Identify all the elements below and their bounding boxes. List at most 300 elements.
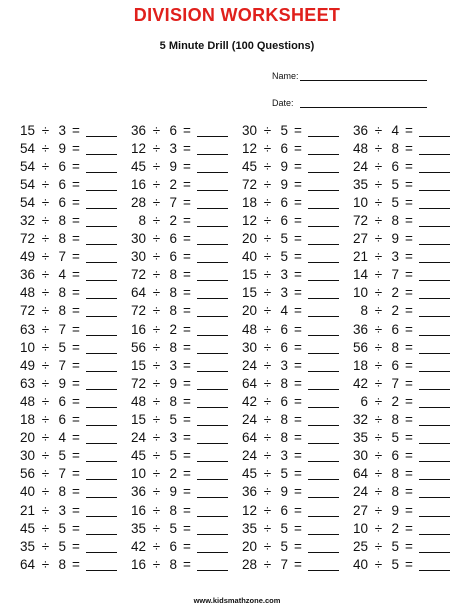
division-sign: ÷: [152, 231, 161, 247]
divisor: 9: [391, 231, 399, 247]
division-problem: [129, 322, 240, 337]
division-sign: ÷: [263, 176, 272, 192]
division-sign: ÷: [374, 357, 383, 373]
divisor: 5: [58, 448, 66, 464]
answer-blank[interactable]: [197, 124, 228, 137]
division-sign: ÷: [374, 339, 383, 355]
answer-blank[interactable]: [419, 485, 450, 498]
division-problem: [351, 484, 462, 499]
division-problem: [129, 412, 240, 427]
answer-blank[interactable]: [197, 431, 228, 444]
division-problem: [129, 503, 240, 518]
dividend: 24: [241, 412, 257, 428]
division-sign: ÷: [374, 502, 383, 518]
divisor: 3: [169, 357, 177, 373]
answer-blank[interactable]: [308, 214, 339, 227]
answer-blank[interactable]: [419, 522, 450, 535]
divisor: 6: [58, 194, 66, 210]
divisor: 8: [391, 484, 399, 500]
answer-blank[interactable]: [86, 304, 117, 317]
answer-blank[interactable]: [86, 413, 117, 426]
divisor: 5: [169, 520, 177, 536]
answer-blank[interactable]: [308, 323, 339, 336]
equals-sign: =: [72, 430, 80, 446]
answer-blank[interactable]: [308, 359, 339, 372]
answer-blank[interactable]: [197, 467, 228, 480]
problem-row: [18, 447, 463, 465]
divisor: 4: [391, 122, 399, 138]
answer-blank[interactable]: [308, 413, 339, 426]
division-problem: [351, 177, 462, 192]
answer-blank[interactable]: [308, 142, 339, 155]
answer-blank[interactable]: [308, 467, 339, 480]
divisor: 3: [280, 285, 288, 301]
answer-blank[interactable]: [308, 250, 339, 263]
division-sign: ÷: [374, 285, 383, 301]
answer-blank[interactable]: [308, 558, 339, 571]
dividend: 35: [352, 430, 368, 446]
answer-blank[interactable]: [197, 214, 228, 227]
answer-blank[interactable]: [419, 413, 450, 426]
answer-blank[interactable]: [419, 124, 450, 137]
division-sign: ÷: [152, 213, 161, 229]
division-problem: [18, 340, 129, 355]
answer-blank[interactable]: [197, 323, 228, 336]
divisor: 4: [58, 430, 66, 446]
answer-blank[interactable]: [419, 359, 450, 372]
answer-blank[interactable]: [308, 124, 339, 137]
divisor: 8: [58, 213, 66, 229]
answer-blank[interactable]: [197, 504, 228, 517]
answer-blank[interactable]: [197, 522, 228, 535]
dividend: 30: [352, 448, 368, 464]
equals-sign: =: [72, 213, 80, 229]
division-sign: ÷: [152, 520, 161, 536]
equals-sign: =: [294, 321, 302, 337]
answer-blank[interactable]: [197, 449, 228, 462]
equals-sign: =: [294, 448, 302, 464]
answer-blank[interactable]: [86, 142, 117, 155]
answer-blank[interactable]: [419, 160, 450, 173]
equals-sign: =: [405, 412, 413, 428]
equals-sign: =: [294, 538, 302, 554]
division-sign: ÷: [374, 448, 383, 464]
answer-blank[interactable]: [86, 377, 117, 390]
answer-blank[interactable]: [86, 250, 117, 263]
dividend: 49: [19, 357, 35, 373]
divisor: 2: [169, 321, 177, 337]
divisor: 9: [58, 140, 66, 156]
division-sign: ÷: [263, 538, 272, 554]
division-sign: ÷: [152, 285, 161, 301]
equals-sign: =: [405, 194, 413, 210]
equals-sign: =: [405, 213, 413, 229]
answer-blank[interactable]: [86, 268, 117, 281]
equals-sign: =: [183, 285, 191, 301]
divisor: 5: [58, 538, 66, 554]
equals-sign: =: [72, 194, 80, 210]
answer-blank[interactable]: [419, 449, 450, 462]
dividend: 48: [19, 393, 35, 409]
divisor: 9: [169, 375, 177, 391]
division-sign: ÷: [41, 213, 50, 229]
division-problem: [18, 159, 129, 174]
answer-blank[interactable]: [308, 232, 339, 245]
answer-blank[interactable]: [419, 196, 450, 209]
division-sign: ÷: [41, 448, 50, 464]
answer-blank[interactable]: [197, 160, 228, 173]
equals-sign: =: [72, 393, 80, 409]
answer-blank[interactable]: [308, 504, 339, 517]
dividend: 64: [19, 556, 35, 572]
divisor: 7: [58, 249, 66, 265]
name-label: Name:: [272, 71, 299, 81]
divisor: 5: [391, 194, 399, 210]
answer-blank[interactable]: [86, 178, 117, 191]
division-problem: [129, 177, 240, 192]
problem-row: [18, 356, 463, 374]
equals-sign: =: [183, 484, 191, 500]
answer-blank[interactable]: [86, 485, 117, 498]
division-sign: ÷: [374, 430, 383, 446]
divisor: 8: [280, 375, 288, 391]
answer-blank[interactable]: [419, 431, 450, 444]
divisor: 7: [58, 357, 66, 373]
problem-row: [18, 555, 463, 573]
division-problem: [240, 141, 351, 156]
equals-sign: =: [405, 375, 413, 391]
answer-blank[interactable]: [419, 558, 450, 571]
answer-blank[interactable]: [197, 268, 228, 281]
divisor: 8: [280, 412, 288, 428]
answer-blank[interactable]: [308, 341, 339, 354]
divisor: 8: [391, 412, 399, 428]
answer-blank[interactable]: [419, 504, 450, 517]
equals-sign: =: [183, 556, 191, 572]
division-problem: [240, 340, 351, 355]
divisor: 2: [391, 303, 399, 319]
answer-blank[interactable]: [197, 395, 228, 408]
equals-sign: =: [405, 285, 413, 301]
dividend: 49: [19, 249, 35, 265]
date-line[interactable]: [300, 97, 427, 108]
division-problem: [18, 141, 129, 156]
division-sign: ÷: [152, 303, 161, 319]
dividend: 45: [19, 520, 35, 536]
divisor: 6: [169, 538, 177, 554]
division-sign: ÷: [263, 520, 272, 536]
divisor: 5: [391, 430, 399, 446]
answer-blank[interactable]: [308, 395, 339, 408]
problem-row: [18, 230, 463, 248]
answer-blank[interactable]: [419, 304, 450, 317]
answer-blank[interactable]: [197, 359, 228, 372]
equals-sign: =: [294, 194, 302, 210]
answer-blank[interactable]: [308, 449, 339, 462]
problem-row: [18, 501, 463, 519]
equals-sign: =: [294, 556, 302, 572]
divisor: 5: [280, 249, 288, 265]
division-sign: ÷: [263, 357, 272, 373]
dividend: 15: [130, 357, 146, 373]
dividend: 18: [352, 357, 368, 373]
problem-row: [18, 429, 463, 447]
divisor: 6: [391, 321, 399, 337]
dividend: 21: [352, 249, 368, 265]
division-sign: ÷: [41, 321, 50, 337]
divisor: 8: [280, 430, 288, 446]
answer-blank[interactable]: [419, 214, 450, 227]
division-problem: [129, 448, 240, 463]
answer-blank[interactable]: [419, 341, 450, 354]
dividend: 30: [241, 339, 257, 355]
answer-blank[interactable]: [308, 522, 339, 535]
answer-blank[interactable]: [419, 268, 450, 281]
division-sign: ÷: [263, 448, 272, 464]
dividend: 16: [130, 176, 146, 192]
problem-row: [18, 320, 463, 338]
equals-sign: =: [405, 520, 413, 536]
division-sign: ÷: [152, 502, 161, 518]
equals-sign: =: [72, 321, 80, 337]
dividend: 36: [19, 267, 35, 283]
date-label: Date:: [272, 98, 294, 108]
dividend: 64: [241, 375, 257, 391]
dividend: 64: [130, 285, 146, 301]
equals-sign: =: [294, 520, 302, 536]
dividend: 10: [352, 285, 368, 301]
division-problem: [240, 177, 351, 192]
answer-blank[interactable]: [86, 395, 117, 408]
answer-blank[interactable]: [308, 431, 339, 444]
equals-sign: =: [183, 466, 191, 482]
answer-blank[interactable]: [308, 196, 339, 209]
divisor: 2: [391, 285, 399, 301]
divisor: 5: [169, 412, 177, 428]
problem-row: [18, 139, 463, 157]
answer-blank[interactable]: [86, 196, 117, 209]
divisor: 6: [169, 231, 177, 247]
answer-blank[interactable]: [419, 250, 450, 263]
problem-row: [18, 175, 463, 193]
division-problem: [129, 159, 240, 174]
division-sign: ÷: [152, 140, 161, 156]
division-sign: ÷: [374, 158, 383, 174]
equals-sign: =: [183, 339, 191, 355]
divisor: 6: [280, 140, 288, 156]
answer-blank[interactable]: [197, 142, 228, 155]
answer-blank[interactable]: [308, 286, 339, 299]
division-problem: [351, 503, 462, 518]
divisor: 8: [169, 393, 177, 409]
division-problem: [18, 503, 129, 518]
division-problem: [351, 322, 462, 337]
answer-blank[interactable]: [86, 341, 117, 354]
answer-blank[interactable]: [86, 323, 117, 336]
answer-blank[interactable]: [308, 377, 339, 390]
dividend: 24: [130, 430, 146, 446]
answer-blank[interactable]: [419, 232, 450, 245]
name-field[interactable]: [272, 70, 427, 81]
divisor: 8: [58, 303, 66, 319]
answer-blank[interactable]: [197, 377, 228, 390]
division-problem: [240, 123, 351, 138]
problem-row: [18, 519, 463, 537]
divisor: 5: [280, 520, 288, 536]
division-problem: [351, 123, 462, 138]
equals-sign: =: [405, 303, 413, 319]
divisor: 7: [391, 375, 399, 391]
dividend: 10: [19, 339, 35, 355]
name-line[interactable]: [300, 70, 427, 81]
equals-sign: =: [72, 267, 80, 283]
dividend: 72: [130, 303, 146, 319]
problem-row: [18, 392, 463, 410]
division-problem: [18, 539, 129, 554]
dividend: 35: [19, 538, 35, 554]
answer-blank[interactable]: [86, 504, 117, 517]
equals-sign: =: [183, 393, 191, 409]
answer-blank[interactable]: [308, 160, 339, 173]
division-sign: ÷: [374, 484, 383, 500]
division-problem: [18, 123, 129, 138]
divisor: 2: [169, 176, 177, 192]
division-sign: ÷: [41, 231, 50, 247]
answer-blank[interactable]: [308, 268, 339, 281]
answer-blank[interactable]: [419, 286, 450, 299]
dividend: 6: [360, 393, 368, 409]
answer-blank[interactable]: [419, 377, 450, 390]
divisor: 7: [58, 321, 66, 337]
answer-blank[interactable]: [86, 431, 117, 444]
answer-blank[interactable]: [419, 395, 450, 408]
dividend: 10: [130, 466, 146, 482]
answer-blank[interactable]: [419, 323, 450, 336]
division-sign: ÷: [374, 321, 383, 337]
answer-blank[interactable]: [419, 540, 450, 553]
equals-sign: =: [294, 176, 302, 192]
answer-blank[interactable]: [197, 196, 228, 209]
divisor: 6: [280, 194, 288, 210]
answer-blank[interactable]: [197, 341, 228, 354]
dividend: 63: [19, 321, 35, 337]
answer-blank[interactable]: [197, 250, 228, 263]
problem-grid: [18, 121, 463, 573]
equals-sign: =: [405, 267, 413, 283]
division-sign: ÷: [374, 176, 383, 192]
division-problem: [240, 267, 351, 282]
division-problem: [18, 285, 129, 300]
answer-blank[interactable]: [197, 413, 228, 426]
division-sign: ÷: [152, 321, 161, 337]
division-problem: [18, 557, 129, 572]
division-sign: ÷: [263, 375, 272, 391]
answer-blank[interactable]: [86, 286, 117, 299]
answer-blank[interactable]: [86, 449, 117, 462]
division-sign: ÷: [41, 502, 50, 518]
problem-row: [18, 266, 463, 284]
answer-blank[interactable]: [86, 359, 117, 372]
equals-sign: =: [72, 502, 80, 518]
division-sign: ÷: [263, 466, 272, 482]
answer-blank[interactable]: [308, 178, 339, 191]
answer-blank[interactable]: [419, 178, 450, 191]
answer-blank[interactable]: [308, 304, 339, 317]
division-problem: [18, 430, 129, 445]
division-sign: ÷: [374, 140, 383, 156]
dividend: 54: [19, 194, 35, 210]
divisor: 9: [169, 158, 177, 174]
dividend: 54: [19, 176, 35, 192]
equals-sign: =: [72, 412, 80, 428]
answer-blank[interactable]: [86, 214, 117, 227]
answer-blank[interactable]: [86, 540, 117, 553]
equals-sign: =: [294, 375, 302, 391]
answer-blank[interactable]: [86, 160, 117, 173]
dividend: 28: [130, 194, 146, 210]
division-problem: [240, 376, 351, 391]
date-field[interactable]: [272, 97, 427, 108]
answer-blank[interactable]: [86, 232, 117, 245]
equals-sign: =: [405, 321, 413, 337]
division-problem: [240, 195, 351, 210]
division-sign: ÷: [374, 231, 383, 247]
divisor: 7: [391, 267, 399, 283]
answer-blank[interactable]: [197, 286, 228, 299]
answer-blank[interactable]: [197, 232, 228, 245]
answer-blank[interactable]: [197, 304, 228, 317]
divisor: 6: [58, 393, 66, 409]
dividend: 21: [19, 502, 35, 518]
answer-blank[interactable]: [197, 540, 228, 553]
division-problem: [240, 539, 351, 554]
problem-row: [18, 248, 463, 266]
divisor: 8: [169, 502, 177, 518]
answer-blank[interactable]: [419, 142, 450, 155]
dividend: 32: [352, 412, 368, 428]
problem-row: [18, 411, 463, 429]
division-problem: [129, 557, 240, 572]
division-problem: [240, 503, 351, 518]
dividend: 27: [352, 231, 368, 247]
answer-blank[interactable]: [197, 485, 228, 498]
dividend: 35: [241, 520, 257, 536]
dividend: 40: [352, 556, 368, 572]
dividend: 72: [130, 375, 146, 391]
dividend: 36: [352, 321, 368, 337]
division-problem: [129, 123, 240, 138]
answer-blank[interactable]: [308, 540, 339, 553]
division-problem: [18, 521, 129, 536]
answer-blank[interactable]: [86, 124, 117, 137]
answer-blank[interactable]: [197, 558, 228, 571]
answer-blank[interactable]: [86, 522, 117, 535]
dividend: 36: [241, 484, 257, 500]
answer-blank[interactable]: [86, 558, 117, 571]
division-problem: [129, 195, 240, 210]
answer-blank[interactable]: [86, 467, 117, 480]
answer-blank[interactable]: [197, 178, 228, 191]
dividend: 25: [352, 538, 368, 554]
division-problem: [129, 141, 240, 156]
dividend: 16: [130, 502, 146, 518]
dividend: 42: [241, 393, 257, 409]
answer-blank[interactable]: [308, 485, 339, 498]
answer-blank[interactable]: [419, 467, 450, 480]
division-problem: [240, 412, 351, 427]
dividend: 16: [130, 321, 146, 337]
division-sign: ÷: [374, 267, 383, 283]
